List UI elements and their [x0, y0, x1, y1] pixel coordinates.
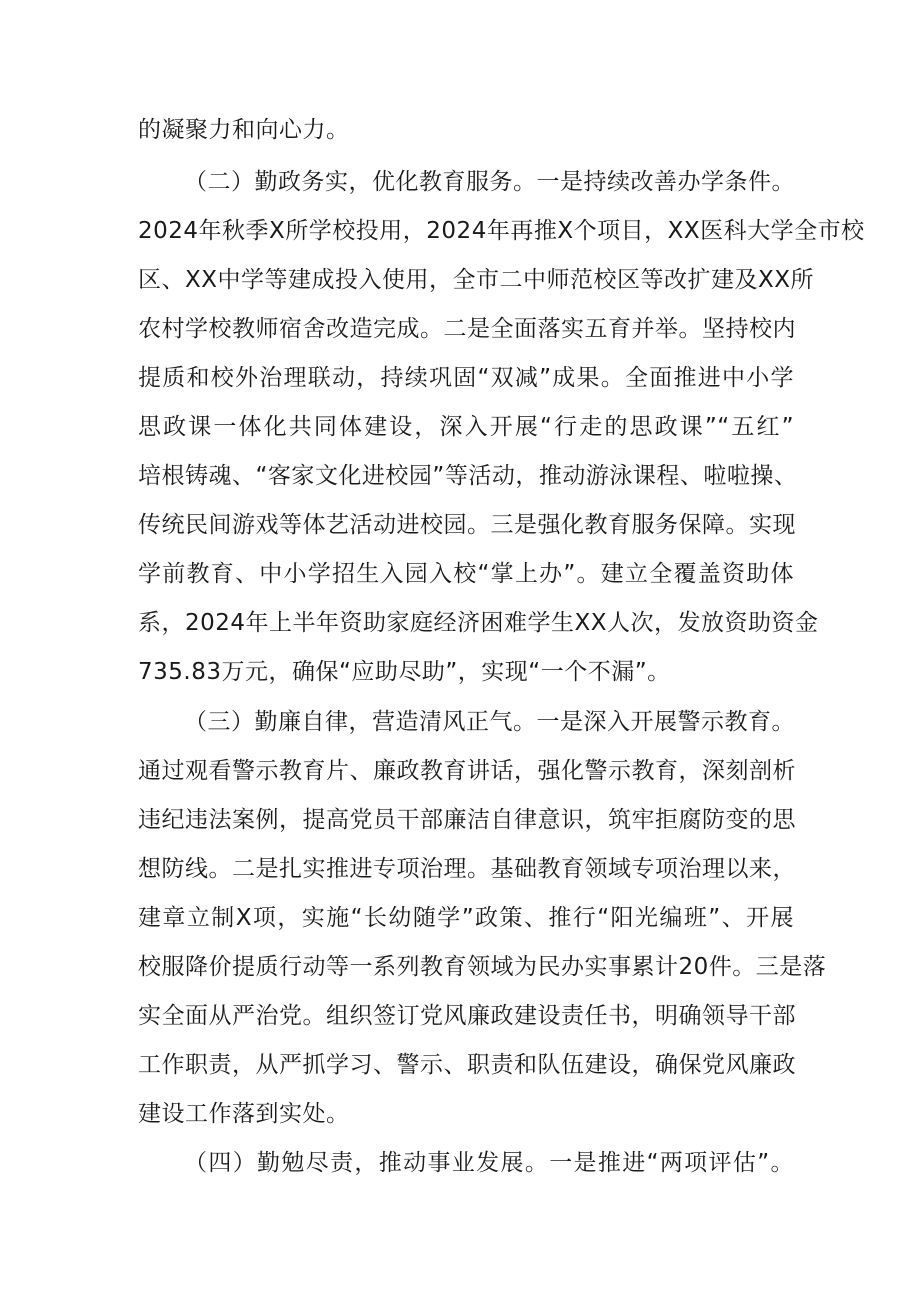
text-line: 系，2024年上半年资助家庭经济困难学生XX人次，发放资助资金 [138, 610, 819, 636]
text-line: 学前教育、中小学招生入园入校“掌上办”。建立全覆盖资助体 [138, 561, 794, 587]
text-line: 实全面从严治党。组织签订党风廉政建设责任书，明确领导干部 [138, 1003, 796, 1029]
text-line: 通过观看警示教育片、廉政教育讲话，强化警示教育，深刻剖析 [138, 758, 796, 784]
section-heading-line: （二）勤政务实，优化教育服务。一是持续改善办学条件。 [184, 169, 795, 195]
text-line: 735.83万元，确保“应助尽助”，实现“一个不漏”。 [138, 659, 671, 685]
text-line: 想防线。二是扎实推进专项治理。基础教育领域专项治理以来， [138, 856, 796, 882]
text-line: 建章立制X项，实施“长幼随学”政策、推行“阳光编班”、开展 [138, 905, 794, 931]
text-line: 传统民间游戏等体艺活动进校园。三是强化教育服务保障。实现 [138, 512, 796, 538]
text-line: 违纪违法案例，提高党员干部廉洁自律意识，筑牢拒腐防变的思 [138, 807, 796, 833]
text-line: 建设工作落到实处。 [138, 1101, 350, 1127]
section-heading-line: （四）勤勉尽责，推动事业发展。一是推进“两项评估”。 [184, 1150, 794, 1176]
text-line: 2024年秋季X所学校投用，2024年再推X个项目，XX医科大学全市校 [138, 218, 865, 244]
section-heading-line: （三）勤廉自律，营造清风正气。一是深入开展警示教育。 [184, 709, 795, 735]
text-line: 思政课一体化共同体建设，深入开展“行走的思政课”“五红” [138, 414, 794, 440]
text-line: 区、XX中学等建成投入使用，全市二中师范校区等改扩建及XX所 [138, 267, 815, 293]
text-line: 培根铸魂、“客家文化进校园”等活动，推动游泳课程、啦啦操、 [138, 463, 798, 489]
text-line: 校服降价提质行动等一系列教育领域为民办实事累计20件。三是落 [138, 954, 827, 980]
text-line: 工作职责，从严抓学习、警示、职责和队伍建设，确保党风廉政 [138, 1052, 796, 1078]
text-line: 提质和校外治理联动，持续巩固“双减”成果。全面推进中小学 [138, 365, 794, 391]
text-line: 的凝聚力和向心力。 [138, 117, 350, 143]
text-line: 农村学校教师宿舍改造完成。二是全面落实五育并举。坚持校内 [138, 316, 796, 342]
